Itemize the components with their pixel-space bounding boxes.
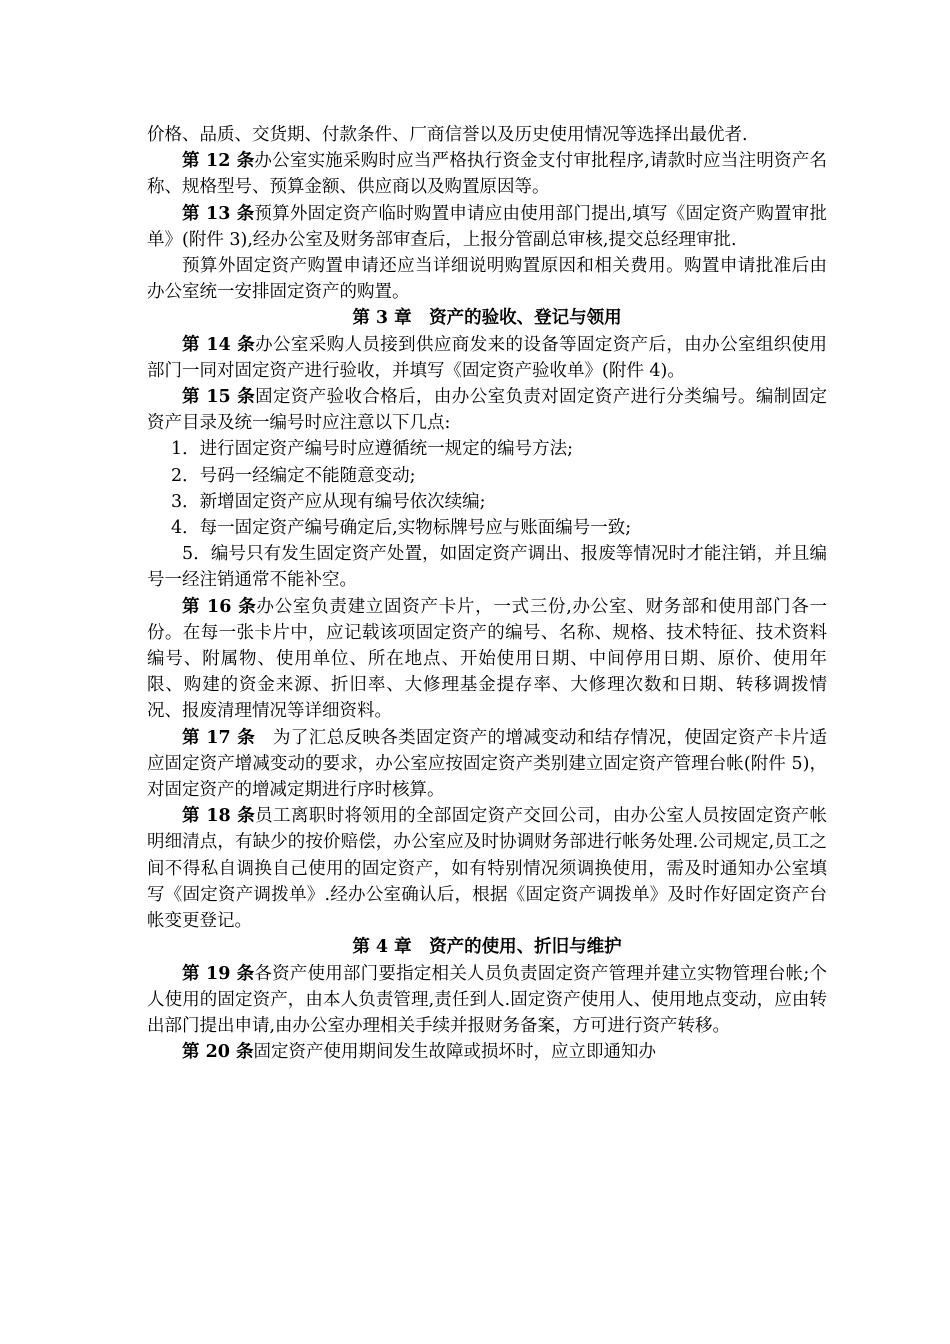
article-text: 各资产使用部门要指定相关人员负责固定资产管理并建立实物管理台帐;个人使用的固定资产，由本人负责管理,责任到人.固定资产使用人、使用地点变动，应由转出部门提出申请,由办公室办理相关手续并报财务备案，方可进行资产转移。: [147, 963, 827, 1036]
article-paragraph: [147, 961, 827, 1040]
article-number: 第 17 条: [182, 727, 256, 748]
list-item: 3．新增固定资产应从现有编号依次续编;: [171, 491, 486, 512]
article-paragraph: [147, 332, 827, 384]
body-paragraph: 预算外固定资产购置申请还应当详细说明购置原因和相关费用。购置申请批准后由办公室统一安排固定资产的购置。: [147, 256, 827, 303]
list-item: 4．每一固定资产编号确定后,实物标牌号应与账面编号一致;: [171, 518, 632, 539]
article-number: 第 16 条: [182, 596, 257, 617]
article-text: 办公室负责建立固资产卡片，一式三份,办公室、财务部和使用部门各一份。在每一张卡片中，应记载该项固定资产的编号、名称、规格、技术特征、技术资料编号、附属物、使用单位、所在地点、开始使用日期、中间停用日期、原价、使用年限、购建的资金来源、折旧率、大修理基金提存率、大修理次数和日期、转移调拨情况、报废清理情况等详细资料。: [147, 596, 828, 722]
article-text: 办公室实施采购时应当严格执行资金支付审批程序,请款时应当注明资产名称、规格型号、预算金额、供应商以及购置原因等。: [147, 151, 827, 198]
body-paragraph: 价格、品质、交货期、付款条件、厂商信誉以及历史使用情况等选择出最优者.: [147, 125, 748, 145]
article-paragraph: [147, 148, 827, 200]
article-paragraph: [147, 594, 827, 725]
article-number: 第 18 条: [182, 806, 256, 827]
document-body: [147, 122, 827, 1065]
article-text: 为了汇总反映各类固定资产的增减变动和结存情况，使固定资产卡片适应固定资产增减变动的要求，办公室应按固定资产类别建立固定资产管理台帐(附件 5)，对固定资产的增减定期进行序时核算。: [147, 727, 827, 801]
chapter-heading: 第 4 章 资产的使用、折旧与维护: [352, 937, 622, 958]
article-paragraph: [147, 803, 827, 934]
article-number: 第 14 条: [182, 334, 256, 355]
article-paragraph: [147, 201, 827, 253]
article-text: 固定资产验收合格后，由办公室负责对固定资产进行分类编号。编制固定资产目录及统一编号时应注意以下几点:: [147, 387, 827, 434]
article-paragraph: [147, 1039, 827, 1065]
chapter-heading: 第 3 章 资产的验收、登记与领用: [352, 308, 622, 329]
article-paragraph: [147, 384, 827, 436]
list-item: 1．进行固定资产编号时应遵循统一规定的编号方法;: [171, 439, 574, 460]
article-text: 员工离职时将领用的全部固定资产交回公司，由办公室人员按固定资产帐明细清点，有缺少的按价赔偿，办公室应及时协调财务部进行帐务处理.公司规定,员工之间不得私自调换自己使用的固定资产，如有特别情况须调换使用，需及时通知办公室填写《固定资产调拨单》.经办公室确认后，根据《固定资产调拨单》及时作好固定资产台帐变更登记。: [147, 806, 827, 932]
article-number: 第 19 条: [182, 963, 255, 984]
article-number: 第 15 条: [182, 387, 256, 408]
list-item: 2．号码一经编定不能随意变动;: [171, 465, 416, 486]
article-paragraph: [147, 725, 827, 804]
article-number: 第 13 条: [182, 203, 255, 224]
article-number: 第 20 条: [182, 1042, 254, 1063]
article-text: 固定资产使用期间发生故障或损坏时，应立即通知办: [253, 1042, 657, 1063]
article-text: 预算外固定资产临时购置申请应由使用部门提出,填写《固定资产购置审批单》(附件 3),经办公室及财务部审查后，上报分管副总审核,提交总经理审批.: [147, 203, 827, 250]
body-paragraph: 5．编号只有发生固定资产处置，如固定资产调出、报废等情况时才能注销，并且编号一经注销通常不能补空。: [147, 544, 827, 591]
article-number: 第 12 条: [182, 151, 255, 172]
article-text: 办公室采购人员接到供应商发来的设备等固定资产后，由办公室组织使用部门一同对固定资产进行验收，并填写《固定资产验收单》(附件 4)。: [147, 334, 827, 381]
